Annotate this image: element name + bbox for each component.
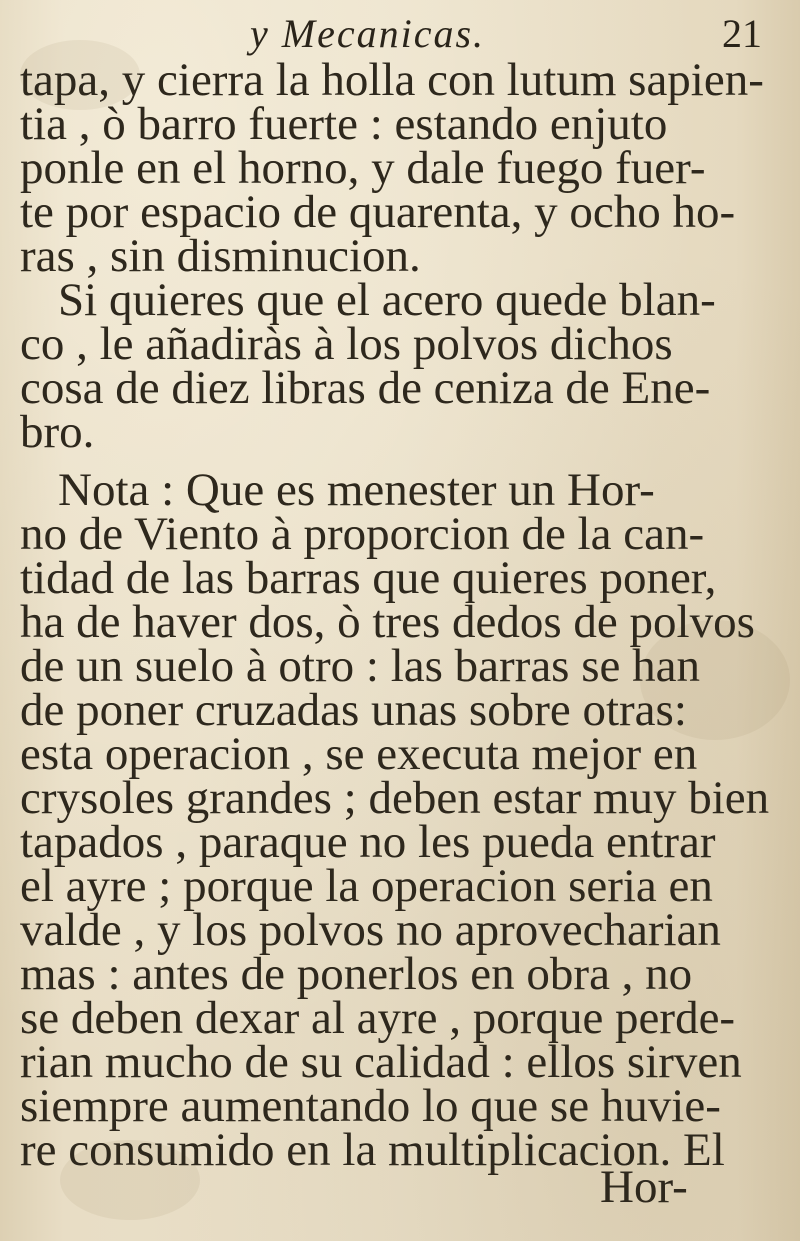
text-line: ha de haver dos, ò tres dedos de polvos	[20, 596, 755, 648]
text-line: de poner cruzadas unas sobre otras:	[20, 684, 687, 736]
text-line: bro.	[20, 406, 95, 458]
text-line: esta operacion , se executa mejor en	[20, 728, 698, 780]
text-line: valde , y los polvos no aprovecharian	[20, 904, 721, 956]
catchword: Hor-	[600, 1161, 688, 1213]
text-line: de un suelo à otro : las barras se han	[20, 640, 700, 692]
text-line: ponle en el horno, y dale fuego fuer-	[20, 142, 706, 194]
text-line: te por espacio de quarenta, y ocho ho-	[20, 186, 736, 238]
text-line: tia , ò barro fuerte : estando enjuto	[20, 98, 668, 150]
text-line: co , le añadiràs à los polvos dichos	[20, 318, 673, 370]
text-line: re consumido en la multiplicacion. El	[20, 1124, 725, 1176]
text-line: tapados , paraque no les pueda entrar	[20, 816, 716, 868]
text-line: crysoles grandes ; deben estar muy bien	[20, 772, 770, 824]
text-line: Si quieres que el acero quede blan-	[58, 274, 716, 326]
text-line: tapa, y cierra la holla con lutum sapien-	[20, 54, 764, 106]
text-line: tidad de las barras que quieres poner,	[20, 552, 717, 604]
text-line: Nota : Que es menester un Hor-	[58, 464, 655, 516]
text-line: no de Viento à proporcion de la can-	[20, 508, 705, 560]
text-line: ras , sin disminucion.	[20, 230, 421, 282]
text-line: mas : antes de ponerlos en obra , no	[20, 948, 693, 1000]
text-line: el ayre ; porque la operacion seria en	[20, 860, 713, 912]
page-number: 21	[722, 11, 762, 56]
text-line: se deben dexar al ayre , porque perde-	[20, 992, 736, 1044]
text-line: cosa de diez libras de ceniza de Ene-	[20, 362, 711, 414]
text-line: rian mucho de su calidad : ellos sirven	[20, 1036, 742, 1088]
text-line: siempre aumentando lo que se huvie-	[20, 1080, 721, 1132]
running-title: y Mecanicas.	[250, 11, 486, 56]
